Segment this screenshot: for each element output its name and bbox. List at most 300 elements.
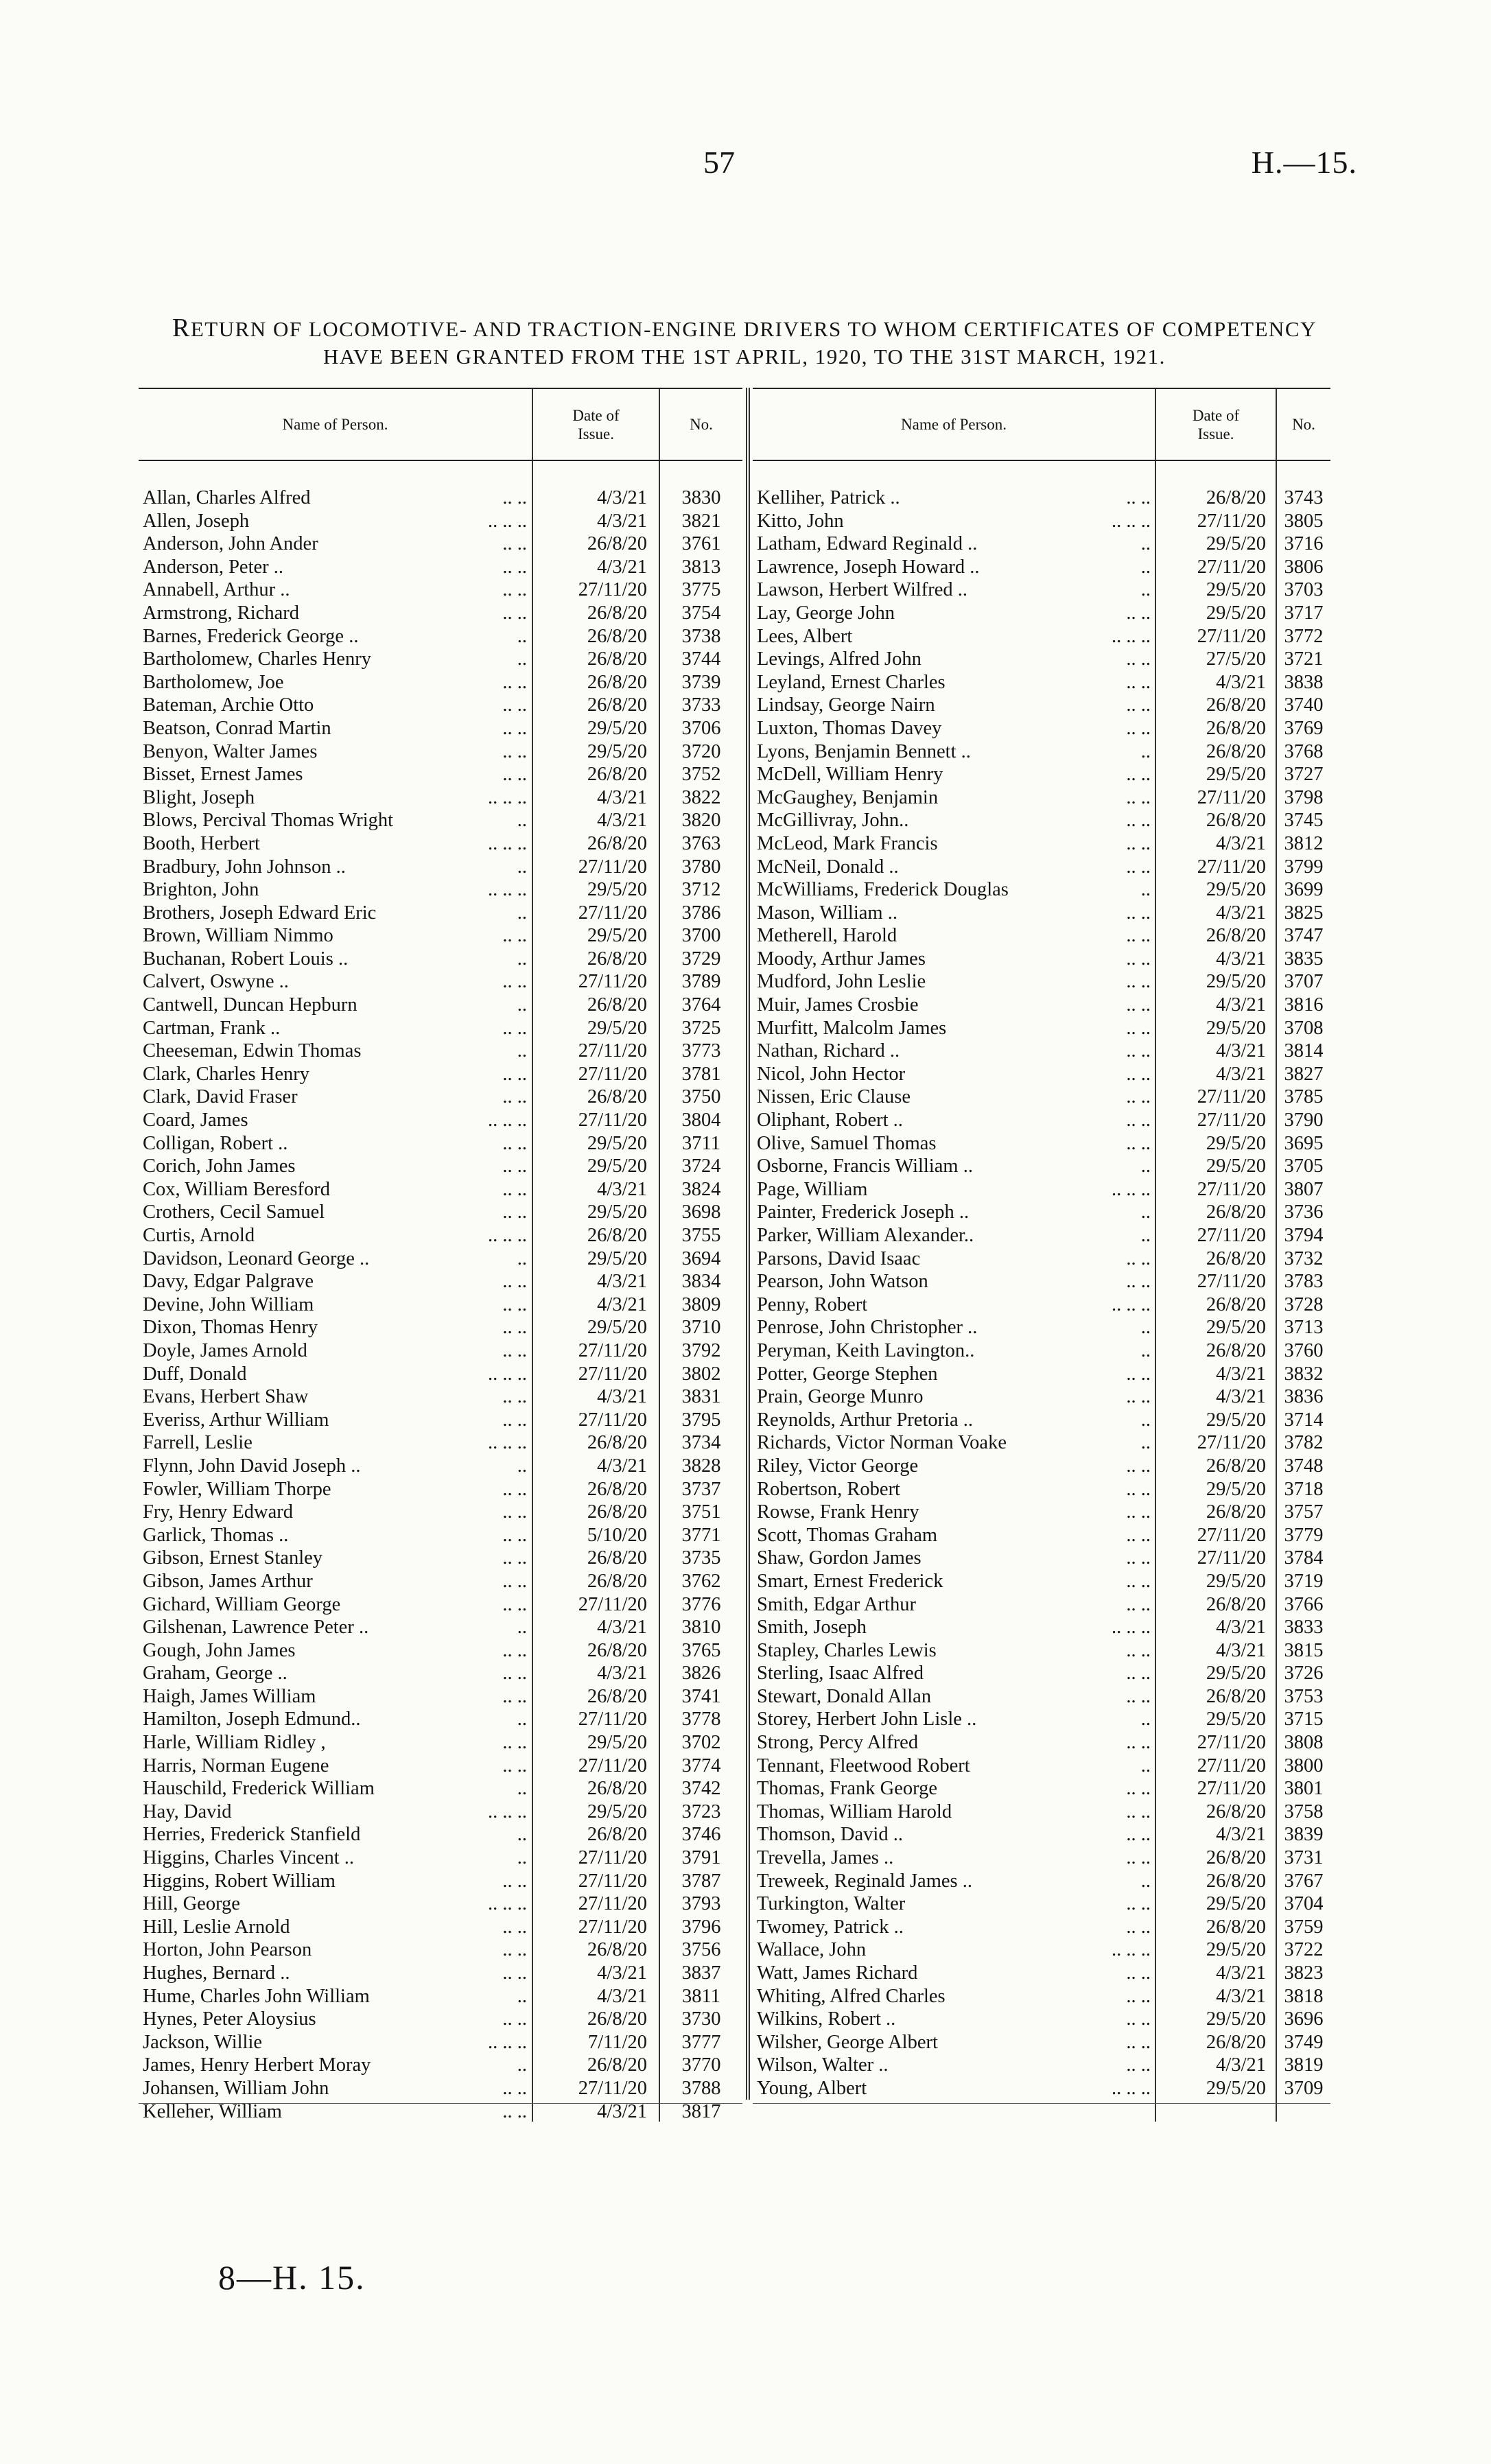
certificate-number: 3703 bbox=[1284, 579, 1324, 601]
person-name: Buchanan, Robert Louis .. bbox=[143, 948, 349, 970]
issue-date: 29/5/20 bbox=[587, 1017, 647, 1039]
table-row bbox=[139, 786, 742, 810]
table-row bbox=[139, 1017, 742, 1040]
person-name: Johansen, William John bbox=[143, 2077, 329, 2099]
person-name: Murfitt, Malcolm James bbox=[757, 1017, 947, 1039]
table-row bbox=[753, 1316, 1330, 1339]
issue-date: 29/5/20 bbox=[1206, 533, 1266, 555]
certificate-number: 3811 bbox=[682, 1985, 720, 2007]
table-row bbox=[753, 1086, 1330, 1109]
person-name: Jackson, Willie bbox=[143, 2031, 263, 2053]
issue-date: 4/3/21 bbox=[597, 786, 647, 808]
table-row bbox=[753, 763, 1330, 786]
person-name: Gibson, Ernest Stanley bbox=[143, 1547, 323, 1569]
person-name: McGaughey, Benjamin bbox=[757, 786, 939, 808]
certificate-number: 3742 bbox=[681, 1778, 721, 1800]
table-row bbox=[139, 1155, 742, 1178]
leader-dots: .. .. bbox=[502, 1478, 527, 1500]
certificate-number: 3768 bbox=[1284, 740, 1324, 762]
issue-date: 4/3/21 bbox=[1216, 1985, 1266, 2007]
issue-date: 29/5/20 bbox=[587, 1132, 647, 1154]
column-divider bbox=[746, 388, 750, 2100]
certificate-number: 3809 bbox=[681, 1293, 721, 1315]
issue-date: 27/11/20 bbox=[1197, 856, 1266, 878]
issue-date: 26/8/20 bbox=[587, 1225, 647, 1246]
table-row bbox=[139, 740, 742, 764]
person-name: Olive, Samuel Thomas bbox=[757, 1132, 937, 1154]
person-name: Parker, William Alexander.. bbox=[757, 1225, 974, 1246]
leader-dots: .. bbox=[517, 625, 527, 647]
certificate-number: 3761 bbox=[681, 533, 721, 555]
person-name: Calvert, Oswyne .. bbox=[143, 971, 289, 993]
person-name: Hughes, Bernard .. bbox=[143, 1962, 290, 1984]
person-name: Bateman, Archie Otto bbox=[143, 694, 314, 716]
issue-date: 26/8/20 bbox=[587, 832, 647, 854]
leader-dots: .. bbox=[517, 1824, 527, 1846]
issue-date: 26/8/20 bbox=[587, 602, 647, 624]
leader-dots: .. .. bbox=[1126, 810, 1151, 832]
certificate-number: 3815 bbox=[1284, 1639, 1324, 1661]
certificate-number: 3723 bbox=[681, 1800, 721, 1822]
certificate-number: 3771 bbox=[681, 1524, 721, 1546]
certificate-number: 3734 bbox=[681, 1432, 721, 1454]
leader-dots: .. .. bbox=[502, 717, 527, 739]
leader-dots: .. bbox=[1140, 556, 1151, 578]
leader-dots: .. .. .. bbox=[1112, 1178, 1151, 1200]
person-name: Stewart, Donald Allan bbox=[757, 1685, 932, 1707]
person-name: Devine, John William bbox=[143, 1293, 314, 1315]
certificate-number: 3736 bbox=[1284, 1201, 1324, 1223]
issue-date: 26/8/20 bbox=[1206, 2031, 1266, 2053]
leader-dots: .. .. .. bbox=[1112, 1293, 1151, 1315]
certificate-number: 3837 bbox=[681, 1962, 721, 1984]
person-name: Thomson, David .. bbox=[757, 1824, 903, 1846]
issue-date: 5/10/20 bbox=[587, 1524, 647, 1546]
leader-dots: .. bbox=[517, 902, 527, 924]
leader-dots: .. .. bbox=[1126, 786, 1151, 808]
person-name: Armstrong, Richard bbox=[143, 602, 299, 624]
person-name: James, Henry Herbert Moray bbox=[143, 2054, 371, 2076]
table-row bbox=[753, 1662, 1330, 1685]
leader-dots: .. .. bbox=[1126, 487, 1151, 508]
issue-date: 26/8/20 bbox=[587, 625, 647, 647]
issue-date: 26/8/20 bbox=[587, 1570, 647, 1592]
table-row bbox=[139, 1109, 742, 1132]
table-row bbox=[139, 1524, 742, 1547]
table-row bbox=[753, 1755, 1330, 1778]
table-row bbox=[139, 1823, 742, 1846]
leader-dots: .. .. .. bbox=[488, 1800, 527, 1822]
leader-dots: .. .. bbox=[502, 740, 527, 762]
issue-date: 29/5/20 bbox=[587, 1201, 647, 1223]
certificate-number: 3779 bbox=[1284, 1524, 1324, 1546]
table-row bbox=[753, 1870, 1330, 1893]
issue-date: 29/5/20 bbox=[1206, 971, 1266, 993]
leader-dots: .. .. bbox=[1126, 948, 1151, 970]
certificate-number: 3791 bbox=[681, 1847, 721, 1869]
leader-dots: .. .. bbox=[1126, 1547, 1151, 1569]
table-row bbox=[139, 832, 742, 856]
person-name: Gilshenan, Lawrence Peter .. bbox=[143, 1617, 369, 1639]
leader-dots: .. bbox=[1140, 1201, 1151, 1223]
person-name: Graham, George .. bbox=[143, 1663, 287, 1685]
leader-dots: .. .. bbox=[502, 602, 527, 624]
issue-date: 29/5/20 bbox=[587, 1732, 647, 1754]
person-name: Leyland, Ernest Charles bbox=[757, 671, 946, 693]
issue-date: 26/8/20 bbox=[1206, 1339, 1266, 1361]
leader-dots: .. bbox=[517, 648, 527, 670]
col-header-name: Name of Person. bbox=[282, 416, 388, 433]
certificate-number: 3821 bbox=[681, 510, 721, 532]
leader-dots: .. .. bbox=[502, 1178, 527, 1200]
person-name: Doyle, James Arnold bbox=[143, 1339, 307, 1361]
leader-dots: .. .. .. bbox=[488, 1432, 527, 1454]
person-name: Kelleher, William bbox=[143, 2100, 282, 2122]
leader-dots: .. .. bbox=[1126, 717, 1151, 739]
issue-date: 4/3/21 bbox=[597, 1985, 647, 2007]
certificate-number: 3813 bbox=[681, 556, 721, 578]
issue-date: 29/5/20 bbox=[1206, 1155, 1266, 1177]
leader-dots: .. bbox=[517, 856, 527, 878]
table-row bbox=[139, 2077, 742, 2100]
issue-date: 26/8/20 bbox=[1206, 1455, 1266, 1477]
leader-dots: .. .. bbox=[1126, 1570, 1151, 1592]
leader-dots: .. .. bbox=[1126, 1916, 1151, 1938]
person-name: Anderson, John Ander bbox=[143, 533, 318, 555]
issue-date: 4/3/21 bbox=[1216, 1617, 1266, 1639]
leader-dots: .. bbox=[517, 1847, 527, 1869]
certificate-number: 3770 bbox=[681, 2054, 721, 2076]
certificate-number: 3759 bbox=[1284, 1916, 1324, 1938]
issue-date: 26/8/20 bbox=[587, 1547, 647, 1569]
certificate-number: 3794 bbox=[1284, 1225, 1324, 1246]
certificate-number: 3804 bbox=[681, 1110, 721, 1131]
person-name: Cartman, Frank .. bbox=[143, 1017, 281, 1039]
issue-date: 29/5/20 bbox=[1206, 1939, 1266, 1961]
person-name: Anderson, Peter .. bbox=[143, 556, 283, 578]
issue-date: 29/5/20 bbox=[1206, 1132, 1266, 1154]
person-name: Strong, Percy Alfred bbox=[757, 1732, 919, 1754]
certificate-number: 3712 bbox=[681, 879, 721, 901]
certificate-number: 3836 bbox=[1284, 1386, 1324, 1408]
certificate-number: 3728 bbox=[1284, 1293, 1324, 1315]
title-line-2: HAVE BEEN GRANTED FROM THE 1ST APRIL, 1920, TO THE 31ST MARCH, 1921. bbox=[323, 344, 1166, 368]
table-row bbox=[139, 2008, 742, 2031]
table-row bbox=[139, 1224, 742, 1247]
leader-dots: .. bbox=[517, 1617, 527, 1639]
issue-date: 26/8/20 bbox=[587, 1778, 647, 1800]
person-name: Richards, Victor Norman Voake bbox=[757, 1432, 1007, 1454]
footer-signature: 8—H. 15. bbox=[218, 2258, 366, 2297]
person-name: Bartholomew, Joe bbox=[143, 671, 284, 693]
issue-date: 26/8/20 bbox=[1206, 1247, 1266, 1269]
leader-dots: .. .. bbox=[502, 671, 527, 693]
table-row bbox=[139, 625, 742, 648]
person-name: Flynn, John David Joseph .. bbox=[143, 1455, 361, 1477]
person-name: Wilson, Walter .. bbox=[757, 2054, 889, 2076]
person-name: Smith, Edgar Arthur bbox=[757, 1593, 916, 1615]
person-name: Brown, William Nimmo bbox=[143, 925, 333, 947]
certificate-number: 3749 bbox=[1284, 2031, 1324, 2053]
leader-dots: .. .. bbox=[502, 971, 527, 993]
issue-date: 27/11/20 bbox=[578, 1593, 647, 1615]
table-row bbox=[139, 1755, 742, 1778]
certificate-number: 3752 bbox=[681, 764, 721, 786]
table-row bbox=[139, 578, 742, 602]
table-row bbox=[753, 2077, 1330, 2100]
left-table-body bbox=[139, 461, 742, 2122]
person-name: Osborne, Francis William .. bbox=[757, 1155, 973, 1177]
table-row bbox=[753, 1478, 1330, 1501]
issue-date: 29/5/20 bbox=[1206, 1017, 1266, 1039]
certificate-number: 3709 bbox=[1284, 2077, 1324, 2099]
certificate-number: 3725 bbox=[681, 1017, 721, 1039]
certificate-number: 3814 bbox=[1284, 1040, 1324, 1062]
leader-dots: .. .. bbox=[502, 1663, 527, 1685]
table-row bbox=[139, 1363, 742, 1386]
table-row bbox=[753, 1040, 1330, 1063]
leader-dots: .. .. bbox=[1126, 925, 1151, 947]
certificate-number: 3817 bbox=[681, 2100, 721, 2122]
person-name: Wilsher, George Albert bbox=[757, 2031, 938, 2053]
issue-date: 26/8/20 bbox=[587, 994, 647, 1016]
certificate-number: 3732 bbox=[1284, 1247, 1324, 1269]
person-name: Twomey, Patrick .. bbox=[757, 1916, 904, 1938]
person-name: Thomas, William Harold bbox=[757, 1800, 952, 1822]
certificate-number: 3751 bbox=[681, 1501, 721, 1523]
person-name: Reynolds, Arthur Pretoria .. bbox=[757, 1409, 974, 1431]
table-row bbox=[139, 1431, 742, 1455]
certificate-number: 3708 bbox=[1284, 1017, 1324, 1039]
right-table-header bbox=[753, 388, 1330, 461]
table-row bbox=[139, 924, 742, 948]
leader-dots: .. .. bbox=[1126, 1524, 1151, 1546]
table-row bbox=[753, 1800, 1330, 1824]
person-name: Pearson, John Watson bbox=[757, 1271, 928, 1293]
person-name: Hill, George bbox=[143, 1893, 240, 1915]
person-name: Rowse, Frank Henry bbox=[757, 1501, 919, 1523]
table-row bbox=[139, 1800, 742, 1824]
person-name: Riley, Victor George bbox=[757, 1455, 919, 1477]
table-row bbox=[753, 486, 1330, 510]
issue-date: 27/11/20 bbox=[578, 1870, 647, 1892]
certificate-number: 3833 bbox=[1284, 1617, 1324, 1639]
leader-dots: .. .. bbox=[502, 1547, 527, 1569]
issue-date: 4/3/21 bbox=[597, 487, 647, 508]
issue-date: 26/8/20 bbox=[587, 533, 647, 555]
leader-dots: .. bbox=[517, 1247, 527, 1269]
certificate-number: 3738 bbox=[681, 625, 721, 647]
certificate-number: 3830 bbox=[681, 487, 721, 508]
person-name: Metherell, Harold bbox=[757, 925, 897, 947]
certificate-number: 3727 bbox=[1284, 764, 1324, 786]
issue-date: 26/8/20 bbox=[1206, 1293, 1266, 1315]
person-name: Fry, Henry Edward bbox=[143, 1501, 293, 1523]
leader-dots: .. bbox=[1140, 579, 1151, 601]
person-name: Watt, James Richard bbox=[757, 1962, 918, 1984]
leader-dots: .. bbox=[517, 1040, 527, 1062]
table-row bbox=[753, 1270, 1330, 1293]
person-name: Nissen, Eric Clause bbox=[757, 1086, 911, 1108]
leader-dots: .. .. .. bbox=[488, 786, 527, 808]
table-row bbox=[139, 1293, 742, 1317]
certificate-number: 3808 bbox=[1284, 1732, 1324, 1754]
issue-date: 27/11/20 bbox=[1197, 1432, 1266, 1454]
person-name: Storey, Herbert John Lisle .. bbox=[757, 1709, 977, 1730]
issue-date: 27/11/20 bbox=[578, 856, 647, 878]
certificate-number: 3778 bbox=[681, 1709, 721, 1730]
person-name: Benyon, Walter James bbox=[143, 740, 318, 762]
table-row bbox=[753, 1938, 1330, 1962]
person-name: Turkington, Walter bbox=[757, 1893, 906, 1915]
issue-date: 4/3/21 bbox=[597, 1617, 647, 1639]
person-name: Lay, George John bbox=[757, 602, 895, 624]
leader-dots: .. bbox=[1140, 879, 1151, 901]
person-name: Nicol, John Hector bbox=[757, 1063, 906, 1085]
leader-dots: .. .. bbox=[502, 487, 527, 508]
issue-date: 4/3/21 bbox=[1216, 1962, 1266, 1984]
leader-dots: .. .. bbox=[502, 1524, 527, 1546]
issue-date: 27/11/20 bbox=[1197, 1086, 1266, 1108]
person-name: Smith, Joseph bbox=[757, 1617, 867, 1639]
table-row bbox=[753, 1178, 1330, 1201]
table-row bbox=[753, 1201, 1330, 1224]
col-header-no: No. bbox=[1276, 389, 1330, 460]
table-row bbox=[753, 1985, 1330, 2008]
leader-dots: .. .. bbox=[502, 1132, 527, 1154]
person-name: Lyons, Benjamin Bennett .. bbox=[757, 740, 971, 762]
certificate-number: 3818 bbox=[1284, 1985, 1324, 2007]
issue-date: 27/11/20 bbox=[1197, 556, 1266, 578]
certificate-number: 3776 bbox=[681, 1593, 721, 1615]
certificate-number: 3765 bbox=[681, 1639, 721, 1661]
person-name: Fowler, William Thorpe bbox=[143, 1478, 331, 1500]
person-name: Oliphant, Robert .. bbox=[757, 1110, 903, 1131]
issue-date: 27/11/20 bbox=[1197, 510, 1266, 532]
table-row bbox=[753, 1293, 1330, 1317]
leader-dots: .. .. bbox=[502, 925, 527, 947]
leader-dots: .. .. .. bbox=[488, 1225, 527, 1246]
issue-date: 29/5/20 bbox=[587, 1155, 647, 1177]
person-name: McNeil, Donald .. bbox=[757, 856, 899, 878]
leader-dots: .. bbox=[1140, 1409, 1151, 1431]
person-name: Clark, David Fraser bbox=[143, 1086, 298, 1108]
table-row bbox=[753, 1385, 1330, 1409]
table-row bbox=[753, 694, 1330, 717]
issue-date: 27/11/20 bbox=[1197, 1178, 1266, 1200]
certificate-number: 3807 bbox=[1284, 1178, 1324, 1200]
issue-date: 27/11/20 bbox=[578, 971, 647, 993]
leader-dots: .. .. bbox=[1126, 1110, 1151, 1131]
leader-dots: .. .. bbox=[1126, 1455, 1151, 1477]
certificate-number: 3788 bbox=[681, 2077, 721, 2099]
issue-date: 29/5/20 bbox=[587, 717, 647, 739]
person-name: Lindsay, George Nairn bbox=[757, 694, 935, 716]
issue-date: 26/8/20 bbox=[587, 1639, 647, 1661]
issue-date: 26/8/20 bbox=[1206, 717, 1266, 739]
table-row bbox=[139, 1339, 742, 1363]
certificate-number: 3822 bbox=[681, 786, 721, 808]
certificate-number: 3720 bbox=[681, 740, 721, 762]
leader-dots: .. .. .. bbox=[488, 2031, 527, 2053]
person-name: Coard, James bbox=[143, 1110, 248, 1131]
certificate-number: 3806 bbox=[1284, 556, 1324, 578]
person-name: Bradbury, John Johnson .. bbox=[143, 856, 346, 878]
table-row bbox=[753, 902, 1330, 925]
certificate-number: 3799 bbox=[1284, 856, 1324, 878]
certificate-number: 3802 bbox=[681, 1363, 721, 1385]
certificate-number: 3704 bbox=[1284, 1893, 1324, 1915]
person-name: Nathan, Richard .. bbox=[757, 1040, 900, 1062]
certificate-number: 3823 bbox=[1284, 1962, 1324, 1984]
table-row bbox=[139, 1178, 742, 1201]
table-row bbox=[753, 1155, 1330, 1178]
person-name: Davy, Edgar Palgrave bbox=[143, 1271, 314, 1293]
certificate-number: 3699 bbox=[1284, 879, 1324, 901]
person-name: Higgins, Robert William bbox=[143, 1870, 336, 1892]
table-row bbox=[139, 763, 742, 786]
person-name: Smart, Ernest Frederick bbox=[757, 1570, 943, 1592]
person-name: Mudford, John Leslie bbox=[757, 971, 926, 993]
leader-dots: .. .. bbox=[502, 1386, 527, 1408]
table-row bbox=[139, 1777, 742, 1800]
issue-date: 29/5/20 bbox=[1206, 1709, 1266, 1730]
leader-dots: .. bbox=[1140, 533, 1151, 555]
person-name: Potter, George Stephen bbox=[757, 1363, 938, 1385]
issue-date: 29/5/20 bbox=[1206, 602, 1266, 624]
issue-date: 27/11/20 bbox=[578, 1063, 647, 1085]
certificate-number: 3772 bbox=[1284, 625, 1324, 647]
certificate-number: 3819 bbox=[1284, 2054, 1324, 2076]
person-name: Everiss, Arthur William bbox=[143, 1409, 329, 1431]
certificate-number: 3733 bbox=[681, 694, 721, 716]
leader-dots: .. .. bbox=[1126, 2008, 1151, 2030]
issue-date: 4/3/21 bbox=[1216, 1363, 1266, 1385]
leader-dots: .. .. bbox=[1126, 1639, 1151, 1661]
person-name: Page, William bbox=[757, 1178, 868, 1200]
person-name: Garlick, Thomas .. bbox=[143, 1524, 289, 1546]
leader-dots: .. .. bbox=[1126, 1132, 1151, 1154]
table-row bbox=[753, 2008, 1330, 2031]
issue-date: 29/5/20 bbox=[1206, 1409, 1266, 1431]
table-row bbox=[139, 2054, 742, 2077]
table-row bbox=[753, 1017, 1330, 1040]
leader-dots: .. .. bbox=[1126, 1893, 1151, 1915]
certificate-number: 3714 bbox=[1284, 1409, 1324, 1431]
issue-date: 29/5/20 bbox=[1206, 2077, 1266, 2099]
issue-date: 27/11/20 bbox=[1197, 1732, 1266, 1754]
table-row bbox=[753, 625, 1330, 648]
person-name: Colligan, Robert .. bbox=[143, 1132, 288, 1154]
certificate-number: 3780 bbox=[681, 856, 721, 878]
person-name: McLeod, Mark Francis bbox=[757, 832, 938, 854]
col-header-date: Date of Issue. bbox=[532, 389, 659, 460]
table-row bbox=[753, 1063, 1330, 1086]
issue-date: 27/11/20 bbox=[578, 1916, 647, 1938]
table-row bbox=[753, 1846, 1330, 1870]
table-row bbox=[139, 809, 742, 832]
person-name: Young, Albert bbox=[757, 2077, 867, 2099]
leader-dots: .. bbox=[1140, 1225, 1151, 1246]
table-row bbox=[139, 486, 742, 510]
table-row bbox=[753, 1593, 1330, 1617]
issue-date: 27/5/20 bbox=[1206, 648, 1266, 670]
issue-date: 4/3/21 bbox=[597, 1178, 647, 1200]
certificate-number: 3767 bbox=[1284, 1870, 1324, 1892]
leader-dots: .. bbox=[517, 994, 527, 1016]
issue-date: 29/5/20 bbox=[587, 879, 647, 901]
table-row bbox=[753, 1892, 1330, 1916]
